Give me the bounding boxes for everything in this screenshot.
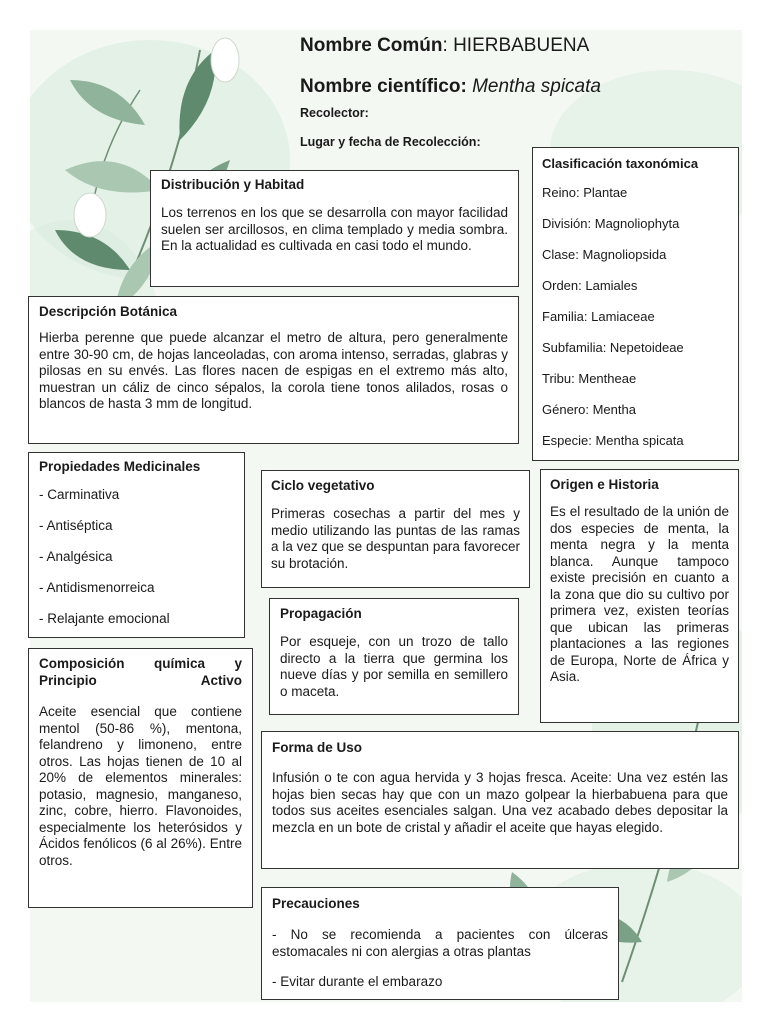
propagation-box xyxy=(269,598,519,715)
taxonomy-item: Subfamilia: Nepetoideae xyxy=(542,340,684,355)
taxonomy-box xyxy=(532,147,739,461)
origin-history-text: Es el resultado de la unión de dos especies de menta, la menta negra y la menta blanca. Aunque tampoco existe precisión en cuanto a la zona que dio su cultivo por primera vez, existen teorías que ubican las primeras plantaciones a las regiones de Europa, Norte de África y Asia. xyxy=(550,504,729,684)
propagation-title: Propagación xyxy=(280,606,362,621)
medicinal-property-item: - Carminativa xyxy=(39,487,120,502)
taxonomy-item: Reino: Plantae xyxy=(542,185,628,200)
common-name-value: HIERBABUENA xyxy=(453,35,590,56)
scientific-name-line xyxy=(300,76,601,98)
chemical-composition-text: Aceite esencial que contiene mentol (50-86 %), mentona, felandreno y limoneno, entre otros. Las hojas tienen de 10 al 20% de elementos minerales: potasio, magnesio, manganeso, zinc, cobre, hierro. Flavonoides, especialmente los heterósidos y Ácidos fenólicos (6 al 26%). Entre otros. xyxy=(39,704,242,868)
chemical-composition-box xyxy=(28,648,253,908)
usage-title: Forma de Uso xyxy=(272,740,363,755)
vegetative-cycle-text: Primeras cosechas a partir del mes y medio utilizando las puntas de las ramas a la vez que se despuntan para favorecer su brotación. xyxy=(271,506,520,571)
medicinal-properties-title: Propiedades Medicinales xyxy=(39,459,201,474)
scientific-name-label: Nombre científico: xyxy=(300,76,467,97)
usage-box xyxy=(261,731,739,869)
taxonomy-item: División: Magnoliophyta xyxy=(542,216,680,231)
taxonomy-item: Orden: Lamiales xyxy=(542,278,638,293)
distribution-title: Distribución y Habitad xyxy=(161,177,305,192)
common-name-label: Nombre Común xyxy=(300,35,443,56)
distribution-text: Los terrenos en los que se desarrolla con mayor facilidad suelen ser arcillosos, en clima templado y media sombra. En la actualidad es cultivada en casi todo el mundo. xyxy=(161,205,508,253)
medicinal-property-item: - Analgésica xyxy=(39,549,113,564)
vegetative-cycle-box xyxy=(261,470,530,588)
common-name-line: Nombre Común: HIERBABUENA xyxy=(300,35,590,56)
precautions-item: - Evitar durante el embarazo xyxy=(272,974,443,989)
taxonomy-title: Clasificación taxonómica xyxy=(542,156,699,171)
usage-text: Infusión o te con agua hervida y 3 hojas fresca. Aceite: Una vez estén las hojas bien secas hay que con un mazo golpear la hierbabuena para que todos sus aceites esenciales salgan. Una vez acabado debes depositar la mezcla en un bote de cristal y añadir el aceite que hayas elegido. xyxy=(272,770,728,835)
medicinal-property-item: - Antiséptica xyxy=(39,518,113,533)
distribution-box xyxy=(150,170,519,287)
scientific-name-value: Mentha spicata xyxy=(472,76,601,97)
origin-history-box xyxy=(540,469,739,723)
medicinal-property-item: - Antidismenorreica xyxy=(39,580,155,595)
vegetative-cycle-title: Ciclo vegetativo xyxy=(271,478,375,493)
taxonomy-item: Especie: Mentha spicata xyxy=(542,433,684,448)
taxonomy-item: Clase: Magnoliopsida xyxy=(542,247,667,262)
origin-history-title: Origen e Historia xyxy=(550,477,659,492)
taxonomy-item: Familia: Lamiaceae xyxy=(542,309,655,324)
propagation-text: Por esqueje, con un trozo de tallo directo a la tierra que germina los nueve días y por semilla en semillero o maceta. xyxy=(280,634,508,699)
place-date-label: Lugar y fecha de Recolección: xyxy=(300,135,481,149)
botanical-description-box xyxy=(28,296,519,444)
precautions-box xyxy=(261,887,619,1000)
medicinal-property-item: - Relajante emocional xyxy=(39,611,170,626)
precautions-title: Precauciones xyxy=(272,896,360,911)
precautions-item: - No se recomienda a pacientes con úlceras estomacales ni con alergias a otras plantas xyxy=(272,927,608,959)
collector-label: Recolector: xyxy=(300,106,369,120)
botanical-description-title: Descripción Botánica xyxy=(39,304,178,319)
chemical-composition-title: Composición química y Principio Activo xyxy=(39,656,242,688)
botanical-description-text: Hierba perenne que puede alcanzar el metro de altura, pero generalmente entre 30-90 cm, de hojas lanceoladas, con aroma intenso, serradas, glabras y pilosas en su envés. Las flores nacen de espigas en el extremo más alto, muestran un cáliz de cinco sépalos, la corola tiene tonos alilados, rosas o blancos de hasta 3 mm de longitud. xyxy=(39,330,508,411)
taxonomy-item: Género: Mentha xyxy=(542,402,636,417)
medicinal-properties-box xyxy=(28,452,245,638)
taxonomy-item: Tribu: Mentheae xyxy=(542,371,637,386)
